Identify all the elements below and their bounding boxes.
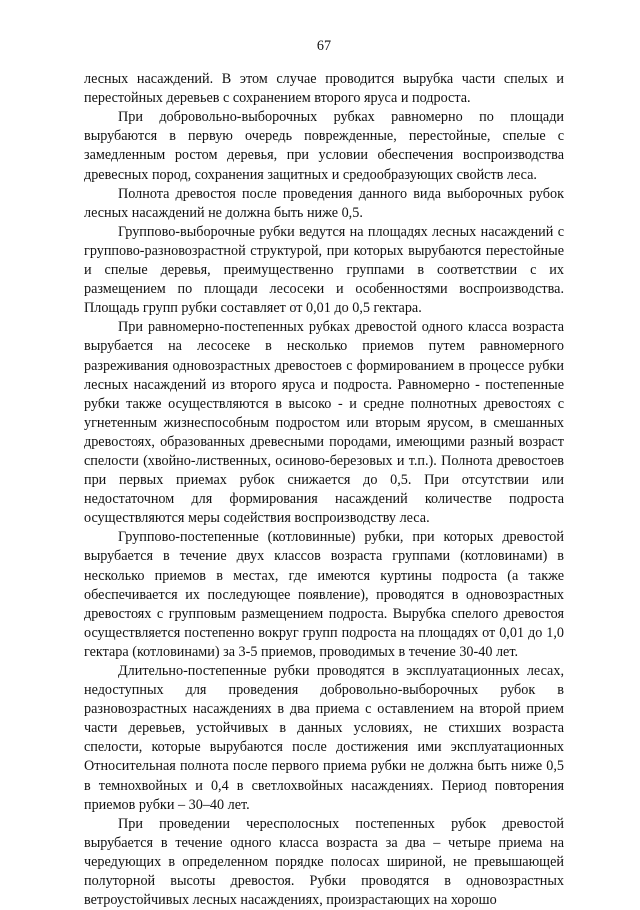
- document-page: [84, 0, 564, 910]
- paragraph-group-gradual-felling: Группово-постепенные (котловинные) рубки, при которых древостой вырубается в течение двух классов возраста группами (котловинами) в несколько приемов в местах, где имеются куртины подроста (а также обеспечивается их последующее появление), проводятся в одновозрастных древостоях с групповым размещением подроста. Вырубка спелого древостоя осуществляется постепенно вокруг групп подроста на площадях от 0,01 до 1,0 гектара (котловинами) за 3-5 приемов, проводимых в течение 30-40 лет.: [84, 529, 564, 660]
- paragraph-group-selective-felling: Группово-выборочные рубки ведутся на площадях лесных насаждений с группово-разновозрастной структурой, при которых вырубаются перестойные и спелые деревья, преимущественно группами в соответствии с их размещением по площади лесосеки и особенностями воспроизводства. Площадь групп рубки составляет от 0,01 до 0,5 гектара.: [84, 223, 564, 317]
- paragraph-strip-gradual-felling: При проведении чересполосных постепенных рубок древостой вырубается в течение одного класса возраста за два – четыре приема на чередующих в определенном порядке полосах шириной, не превышающей полуторной высоты древостоя. Рубки проводятся в одновозрастных ветроустойчивых лесных насаждениях, произрастающих на хорошо: [84, 815, 564, 909]
- paragraph-continuation: лесных насаждений. В этом случае проводится вырубка части спелых и перестойных деревьев с сохранением второго яруса и подроста.: [84, 71, 564, 107]
- paragraph-stand-density: Полнота древостоя после проведения данного вида выборочных рубок лесных насаждений не должна быть ниже 0,5.: [84, 185, 564, 221]
- paragraph-uniform-gradual-felling: При равномерно-постепенных рубках древостой одного класса возраста вырубается на лесосеке в несколько приемов путем равномерного разреживания одновозрастных древостоев с формированием в процессе рубки лесных насаждений из второго яруса и подроста. Равномерно - постепенные рубки также осуществляются в высоко - и средне полнотных древостоях с угнетенным жизнеспособным подростом или вторым ярусом, в смешанных древостоях, образованных древесными породами, имеющими разный возраст спелости (хвойно-лиственных, осиново-березовых и т.п.). Полнота древостоев при первых приемах рубок снижается до 0,5. При отсутствии или недостаточном для формирования насаждений количестве подроста осуществляются меры содействия воспроизводству леса.: [84, 319, 564, 527]
- paragraph-voluntary-selective-felling: При добровольно-выборочных рубках равномерно по площади вырубаются в первую очередь поврежденные, перестойные, спелые с замедленным ростом деревья, при условии обеспечения воспроизводства древесных пород, сохранения защитных и средообразующих свойств леса.: [84, 109, 564, 183]
- paragraph-long-term-gradual-felling: Длительно-постепенные рубки проводятся в эксплуатационных лесах, недоступных для проведения добровольно-выборочных рубок в разновозрастных насаждениях в два приема с оставлением на второй прием части деревьев, устойчивых в данных условиях, не стихших возраста спелости, которые вырубаются после достижения ими эксплуатационных Относительная полнота после первого приема рубки не должна быть ниже 0,5 в темнохвойных и 0,4 в светлохвойных насаждениях. Период повторения приемов рубки – 30–40 лет.: [84, 663, 564, 813]
- page-number: 67: [316, 38, 332, 54]
